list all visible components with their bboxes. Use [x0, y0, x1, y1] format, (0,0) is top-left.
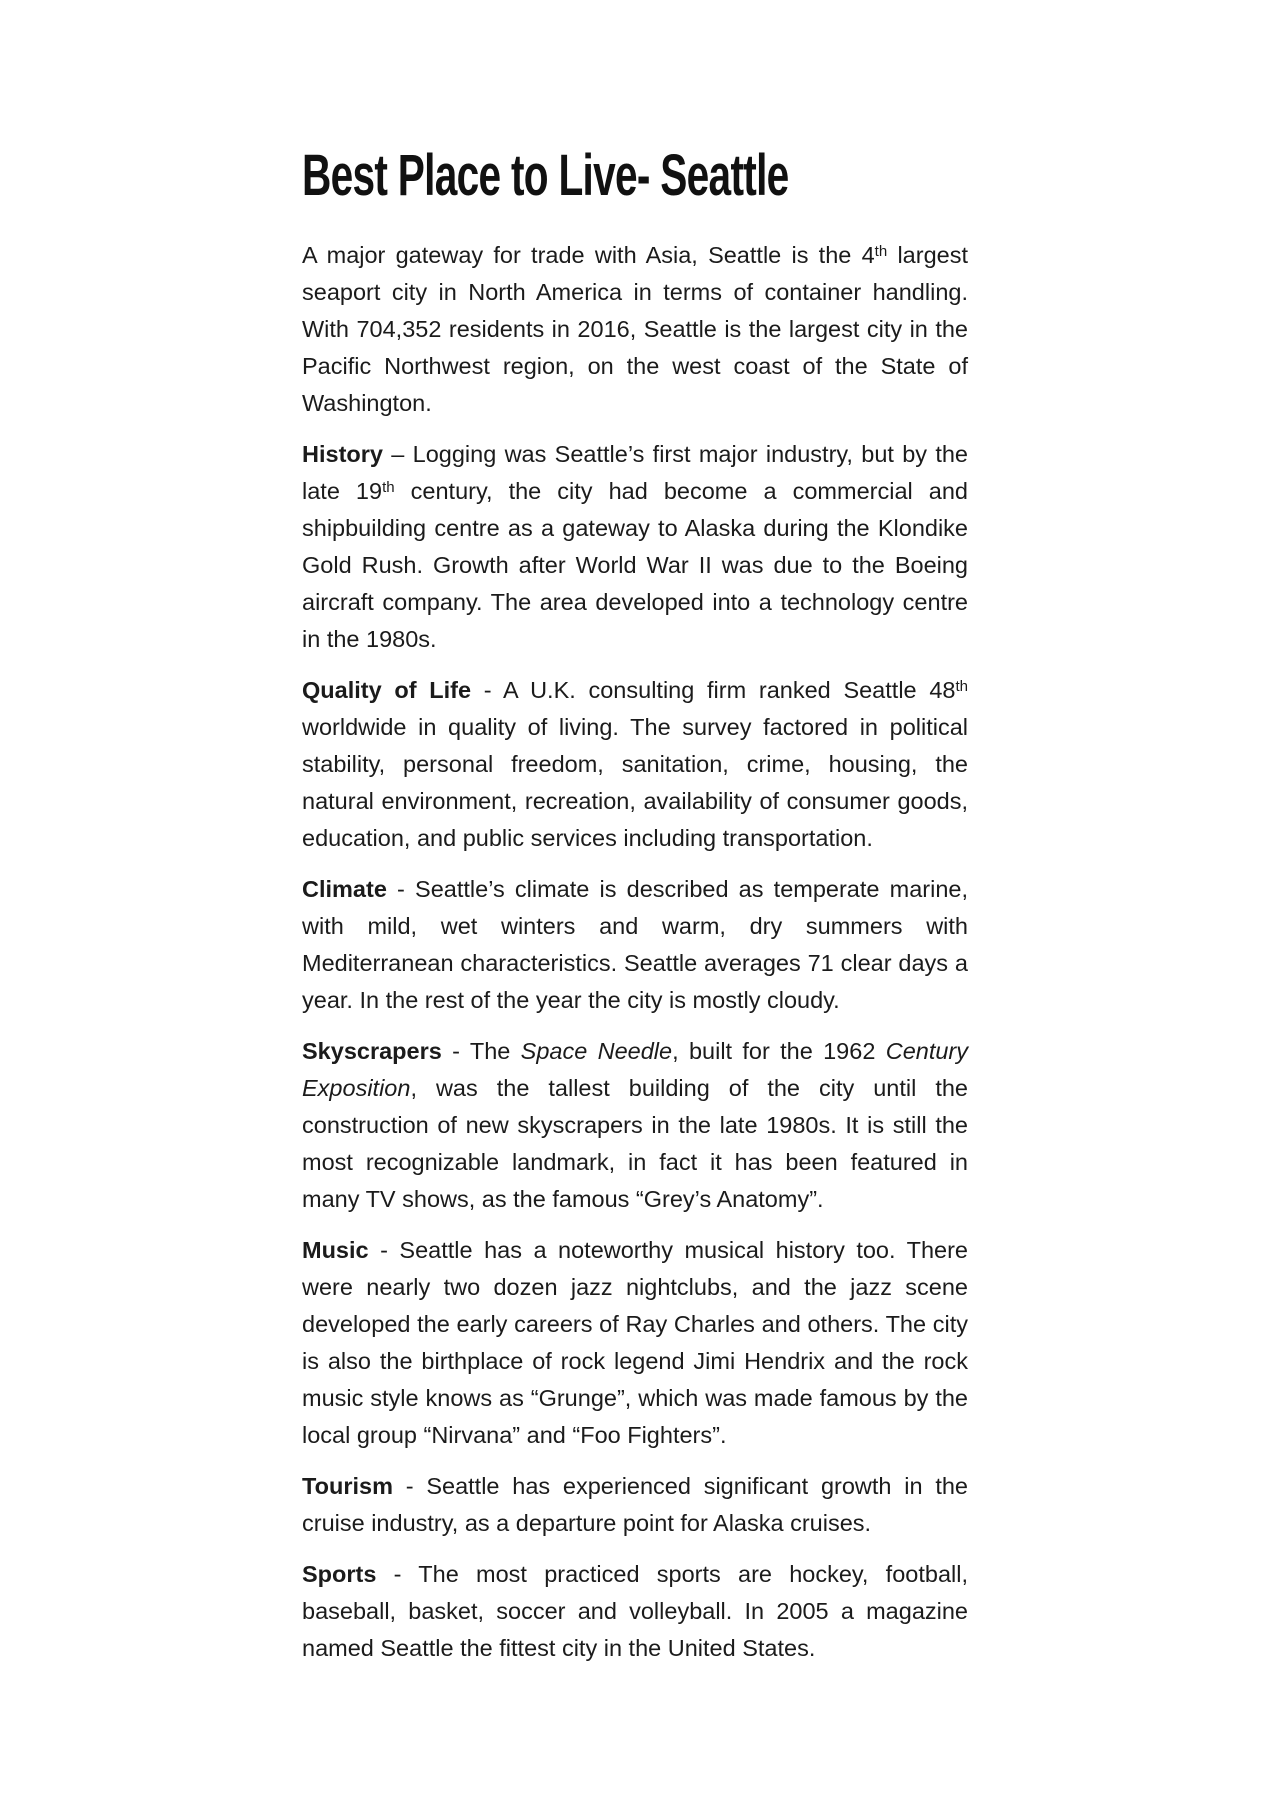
- body-text-run: - Seattle’s climate is described as temperate marine, with mild, wet winters and warm, dry summers with Mediterranean characteristics. Seattle averages 71 clear days a year. In the rest of the year the city is mostly cloudy.: [302, 875, 968, 1013]
- paragraph-skyscrapers: [302, 1033, 968, 1218]
- paragraph-tourism: [302, 1468, 968, 1542]
- superscript-text: th: [874, 243, 888, 261]
- superscript-text: th: [382, 479, 395, 497]
- body-text-run: - Seattle has experienced significant growth in the cruise industry, as a departure point for Alaska cruises.: [302, 1472, 968, 1536]
- italic-text: Century Exposition: [302, 1037, 969, 1101]
- paragraph-quality-of-life: [302, 672, 968, 857]
- body-text-run: – Logging was Seattle’s first major industry, but by the late 19: [302, 440, 968, 504]
- body-text-run: - Seattle has a noteworthy musical history too. There were nearly two dozen jazz nightclubs, and the jazz scene developed the early careers of Ray Charles and others. The city is also the birthplace of rock legend Jimi Hendrix and the rock music style knows as “Grunge”, which was made famous by the local group “Nirvana” and “Foo Fighters”.: [302, 1236, 968, 1448]
- superscript-text: th: [955, 678, 968, 696]
- paragraph-climate: [302, 871, 968, 1019]
- section-heading: Quality of Life: [302, 676, 472, 703]
- section-heading: Tourism: [302, 1472, 393, 1499]
- body-text-run: - A U.K. consulting firm ranked Seattle 48: [471, 676, 956, 703]
- body-text-run: century, the city had become a commercial and shipbuilding centre as a gateway to Alaska during the Klondike Gold Rush. Growth after World War II was due to the Boeing aircraft company. The area developed into a technology centre in the 1980s.: [302, 477, 968, 652]
- paragraph-intro: [302, 237, 968, 422]
- document-title: Best Place to Live- Seattle: [302, 143, 789, 208]
- section-heading: Sports: [302, 1560, 377, 1587]
- section-heading: History: [302, 440, 383, 467]
- body-text-run: , was the tallest building of the city until the construction of new skyscrapers in the late 1980s. It is still the most recognizable landmark, in fact it has been featured in many TV shows, as the famous “Grey’s Anatomy”.: [302, 1074, 968, 1212]
- section-heading: Skyscrapers: [302, 1037, 442, 1064]
- body-text-run: - The: [441, 1037, 521, 1064]
- paragraph-history: [302, 436, 968, 658]
- body-text-run: A major gateway for trade with Asia, Seattle is the 4: [302, 241, 875, 268]
- body-text-run: , built for the 1962: [672, 1037, 886, 1064]
- body-text-run: largest seaport city in North America in terms of container handling. With 704,352 residents in 2016, Seattle is the largest city in the Pacific Northwest region, on the west coast of the State of Washington.: [302, 241, 968, 416]
- body-text-run: - The most practiced sports are hockey, football, baseball, basket, soccer and volleyball. In 2005 a magazine named Seattle the fittest city in the United States.: [302, 1560, 968, 1661]
- document-content: [302, 143, 969, 1667]
- paragraph-music: [302, 1232, 968, 1454]
- body-text-run: worldwide in quality of living. The survey factored in political stability, personal freedom, sanitation, crime, housing, the natural environment, recreation, availability of consumer goods, education, and public services including transportation.: [302, 713, 968, 851]
- italic-text: Space Needle: [520, 1037, 673, 1064]
- paragraph-sports: [302, 1556, 968, 1667]
- section-heading: Climate: [302, 875, 387, 902]
- section-heading: Music: [302, 1236, 369, 1263]
